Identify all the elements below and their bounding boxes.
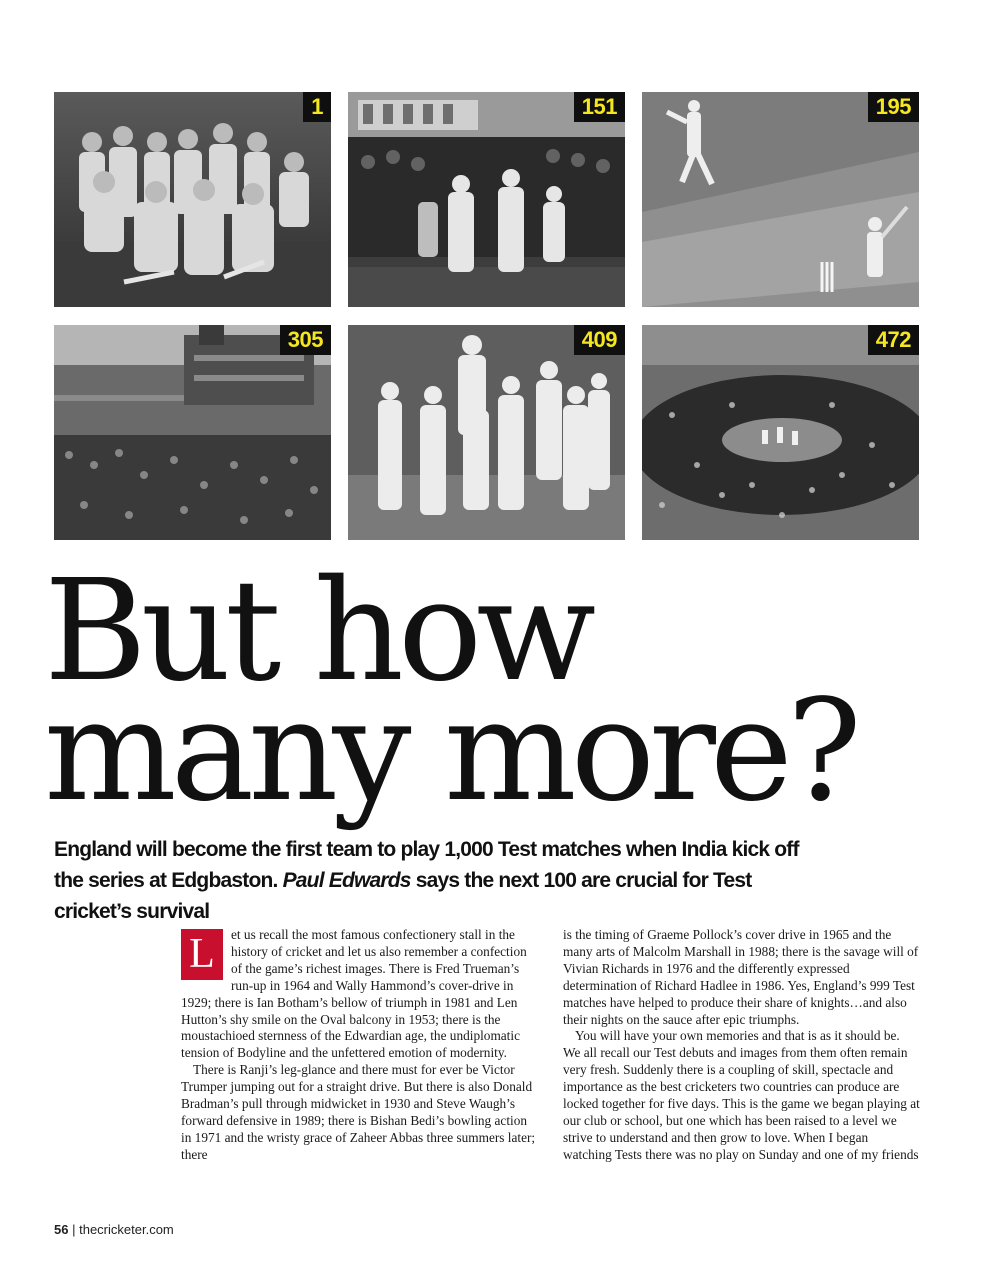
page-number: 56 xyxy=(54,1222,69,1237)
author-name: Paul Edwards xyxy=(282,869,411,892)
test-number-badge: 151 xyxy=(574,92,625,122)
players-walking-out-image xyxy=(348,92,625,307)
headline xyxy=(44,550,974,833)
test-number-badge: 1 xyxy=(303,92,331,122)
headline-line-1: But how xyxy=(44,550,591,713)
footer-separator: | xyxy=(72,1222,76,1237)
test-number-badge: 409 xyxy=(574,325,625,355)
test-number-badge: 472 xyxy=(868,325,919,355)
test-number-badge: 305 xyxy=(280,325,331,355)
page-footer xyxy=(54,1222,174,1237)
drop-cap: L xyxy=(181,929,223,980)
batsman-and-bowler-image xyxy=(642,92,919,307)
paragraph: You will have your own memories and that is as it should be. We all recall our Test debuts and images from them often remain very fresh. Suddenly there is a coupling of skill, spectacle and importance as the best cricketers two countries can produce are locked together for five days. This is the game we began playing at our club or school, but one which has been raised to a level we strive to understand and then grow to love. When I began watching Tests there was no play on Sunday and one of my friends xyxy=(563,1028,920,1162)
standfirst-intro: England will become the first team to play 1,000 Test matches when India kick off the series at Edgbaston. xyxy=(54,838,799,892)
photo-test-151 xyxy=(348,92,625,307)
standfirst xyxy=(54,834,814,927)
photo-test-409 xyxy=(348,325,625,540)
photo-test-1 xyxy=(54,92,331,307)
photo-test-472 xyxy=(642,325,919,540)
article-column-2 xyxy=(563,927,920,1164)
article-column-1 xyxy=(181,927,538,1164)
pavilion-crowd-image xyxy=(54,325,331,540)
paragraph: is the timing of Graeme Pollock’s cover drive in 1965 and the many arts of Malcolm Marshall in 1988; there is the savage will of Vivian Richards in 1976 and the differently expressed determination of Richard Hadlee in 1986. Yes, England’s 999 Test matches have helped to produce their share of knights…and also their nights on the sauce after epic triumphs. xyxy=(563,927,919,1027)
photo-test-195 xyxy=(642,92,919,307)
site-url[interactable]: thecricketer.com xyxy=(79,1222,174,1237)
paragraph-text: et us recall the most famous confectionery stall in the history of cricket and let us also remember a confection of the game’s richest images. There is Fred Trueman’s run-up in 1964 and Wally Hammond’s cover-drive in 1929; there is Ian Botham’s bellow of triumph in 1981 and Len Hutton’s shy smile on the Oval balcony in 1953; there is the moustachioed sternness of the Edwardian age, the undiplomatic tension of Bodyline and the unfettered emotion of modernity. xyxy=(181,927,527,1061)
crowd-on-field-image xyxy=(642,325,919,540)
headline-line-2: many more? xyxy=(44,670,856,833)
paragraph xyxy=(181,927,538,1062)
paragraph: There is Ranji’s leg-glance and there must for ever be Victor Trumper jumping out for a straight drive. But there is also Donald Bradman’s pull through midwicket in 1930 and Steve Waugh’s forward defensive in 1989; there is Bishan Bedi’s bowling action in 1971 and the wristy grace of Zaheer Abbas three summers later; there xyxy=(181,1062,536,1162)
fielders-huddle-image xyxy=(348,325,625,540)
photo-test-305 xyxy=(54,325,331,540)
standfirst-rest: says the next 100 are crucial for Test cricket’s survival xyxy=(54,869,752,923)
team-portrait-image xyxy=(54,92,331,307)
test-number-badge: 195 xyxy=(868,92,919,122)
